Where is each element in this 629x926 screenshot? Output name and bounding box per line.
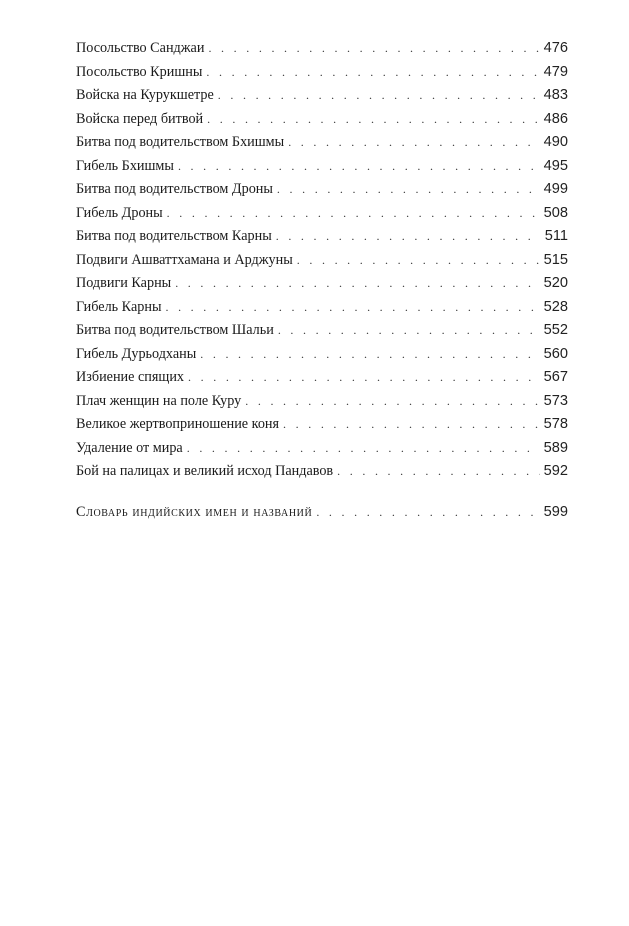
toc-entry-title: Битва под водительством Дроны <box>76 181 273 197</box>
toc-entry <box>76 272 568 296</box>
toc-entry <box>76 61 568 85</box>
toc-leader-dots <box>337 460 540 484</box>
toc-entry <box>76 249 568 273</box>
toc-leader-dots <box>200 343 539 367</box>
toc-entry <box>76 343 568 367</box>
toc-entry-title: Гибель Бхишмы <box>76 157 174 174</box>
toc-entry-title: Плач женщин на поле Куру <box>76 392 242 409</box>
toc-leader-dots <box>187 437 540 461</box>
toc-entry <box>76 37 568 61</box>
toc-entry-page: 499 <box>543 181 568 197</box>
toc-entry-title: Битва под водительством Карны <box>76 228 272 244</box>
toc-entry-title: Подвиги Ашваттхамана и Арджуны <box>76 251 293 268</box>
toc-leader-dots <box>207 108 540 132</box>
toc-entry-title: Войска на Курукшетре <box>76 87 214 103</box>
toc-leader-dots <box>245 390 539 414</box>
toc-entry-title: Избиение спящих <box>76 369 185 385</box>
toc-entry <box>76 437 568 461</box>
toc-entry <box>76 460 568 484</box>
toc-entry <box>76 296 568 320</box>
toc-entry-title: Бой на палицах и великий исход Пандавов <box>76 463 334 479</box>
toc-entry-page: 515 <box>543 251 568 268</box>
toc-glossary-entry <box>76 501 568 525</box>
toc-entry-page: 573 <box>543 392 568 409</box>
toc-entry-page: 560 <box>543 345 568 362</box>
toc-leader-dots <box>167 202 540 226</box>
toc-entry-page: 479 <box>543 63 568 80</box>
toc-entry-title: Посольство Санджаи <box>76 40 205 56</box>
toc-leader-dots <box>218 84 540 108</box>
toc-entry-page: 495 <box>543 157 568 174</box>
toc-entry-page: 483 <box>543 87 568 103</box>
toc-leader-dots <box>297 249 540 273</box>
toc-leader-dots <box>283 413 540 437</box>
toc-glossary-title: Словарь индийских имен и названий <box>76 503 313 520</box>
toc-entry <box>76 178 568 202</box>
toc-leader-dots <box>278 319 540 343</box>
toc-entry-page: 567 <box>543 369 568 385</box>
toc-entry-title: Гибель Карны <box>76 298 162 315</box>
toc-entry-title: Битва под водительством Бхишмы <box>76 134 285 150</box>
toc-entry-page: 552 <box>543 322 568 338</box>
toc-entry-page: 589 <box>543 439 568 456</box>
toc-leader-dots <box>206 61 539 85</box>
toc-entry <box>76 225 568 249</box>
toc-entry-title: Удаление от мира <box>76 439 183 456</box>
toc-leader-dots <box>316 501 539 525</box>
toc-entry-title: Гибель Дурьодханы <box>76 345 197 362</box>
toc-entry <box>76 155 568 179</box>
toc-leader-dots <box>277 178 540 202</box>
toc-entry-title: Гибель Дроны <box>76 204 163 221</box>
toc-glossary-page: 599 <box>543 503 568 520</box>
toc-entry-title: Войска перед битвой <box>76 110 204 127</box>
toc-entry <box>76 84 568 108</box>
toc-leader-dots <box>208 37 539 61</box>
toc-entry <box>76 108 568 132</box>
toc-entry <box>76 202 568 226</box>
toc-entry-page: 520 <box>543 275 568 291</box>
toc-entry-page: 528 <box>543 298 568 315</box>
toc-leader-dots <box>188 366 540 390</box>
toc-entry <box>76 366 568 390</box>
toc-entry-title: Битва под водительством Шальи <box>76 322 274 338</box>
toc-entry-title: Подвиги Карны <box>76 275 172 291</box>
toc-entry <box>76 131 568 155</box>
toc-entry-page: 486 <box>543 110 568 127</box>
toc-entry-title: Великое жертвоприношение коня <box>76 416 280 432</box>
toc-leader-dots <box>165 296 539 320</box>
toc-entry-title: Посольство Кришны <box>76 63 203 80</box>
toc-leader-dots <box>276 225 541 249</box>
toc-entry <box>76 413 568 437</box>
toc-entry-page: 578 <box>543 416 568 432</box>
toc-leader-dots <box>288 131 539 155</box>
toc-entry-page: 476 <box>543 40 568 56</box>
toc-entry <box>76 319 568 343</box>
table-of-contents <box>76 37 568 524</box>
toc-leader-dots <box>178 155 540 179</box>
toc-entry-page: 592 <box>543 463 568 479</box>
toc-entry <box>76 390 568 414</box>
section-spacer <box>76 484 568 501</box>
toc-entry-page: 508 <box>543 204 568 221</box>
toc-entry-page: 490 <box>543 134 568 150</box>
toc-leader-dots <box>175 272 539 296</box>
toc-entry-page: 511 <box>544 228 568 244</box>
